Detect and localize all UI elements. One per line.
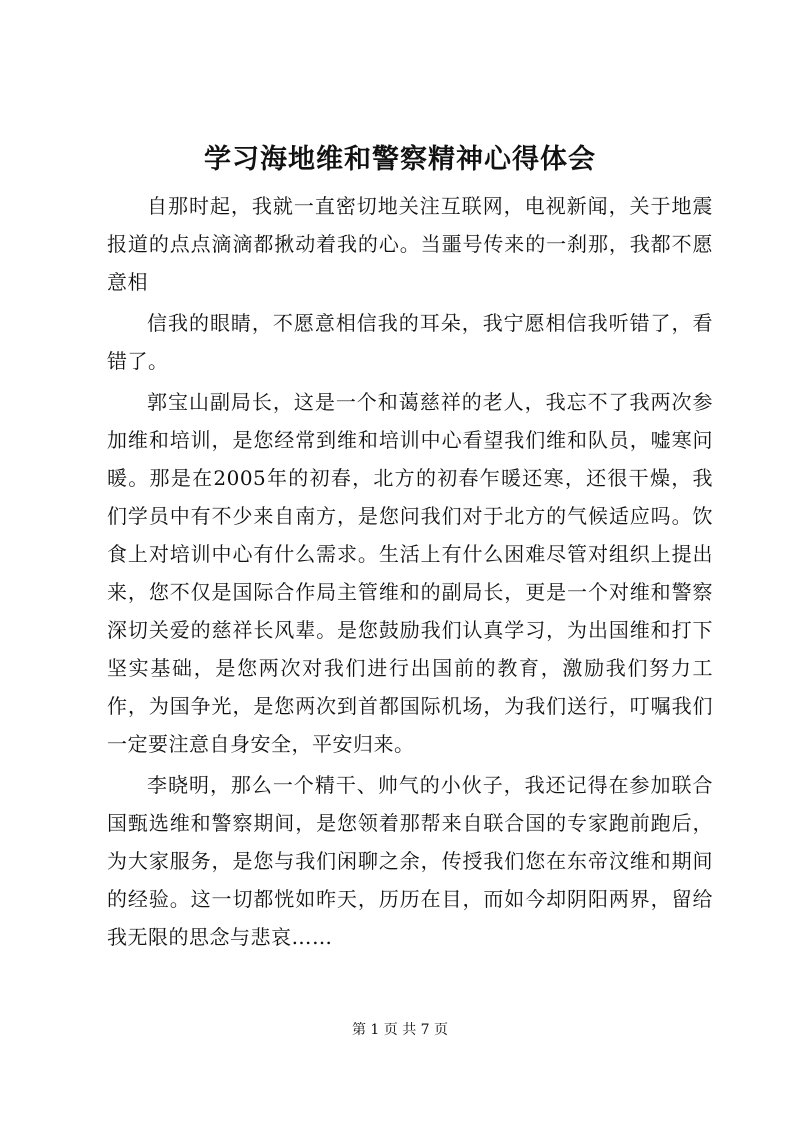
paragraph: 自那时起，我就一直密切地关注互联网，电视新闻，关于地震报道的点点滴滴都揪动着我的心。当噩号传来的一刹那，我都不愿意相 [107,194,713,294]
page-number-footer: 第 1 页 共 7 页 [351,1022,449,1038]
document-title: 学习海地维和警察精神心得体会 [204,144,596,175]
paragraph: 信我的眼睛，不愿意相信我的耳朵，我宁愿相信我听错了，看错了。 [107,311,713,373]
paragraph: 郭宝山副局长，这是一个和蔼慈祥的老人，我忘不了我两次参加维和培训，是您经常到维和培训中心看望我们维和队员，嘘寒问暖。那是在2005年的初春，北方的初春乍暖还寒，还很干燥，我们学员中有不少来自南方，是您问我们对于北方的气候适应吗。饮食上对培训中心有什么需求。生活上有什么困难尽管对组织上提出来，您不仅是国际合作局主管维和的副局长，更是一个对维和警察深切关爱的慈祥长风辈。是您鼓励我们认真学习，为出国维和打下坚实基础，是您两次对我们进行出国前的教育，激励我们努力工作，为国争光，是您两次到首都国际机场，为我们送行，叮嘱我们一定要注意自身安全，平安归来。 [107,390,713,756]
document-body [107,187,713,959]
paragraph: 李晓明，那么一个精干、帅气的小伙子，我还记得在参加联合国甄选维和警察期间，是您领着那帮来自联合国的专家跑前跑后，为大家服务，是您与我们闲聊之余，传授我们您在东帝汶维和期间的经验。这一切都恍如昨天，历历在目，而如今却阴阳两界，留给我无限的思念与悲哀…… [107,773,713,949]
